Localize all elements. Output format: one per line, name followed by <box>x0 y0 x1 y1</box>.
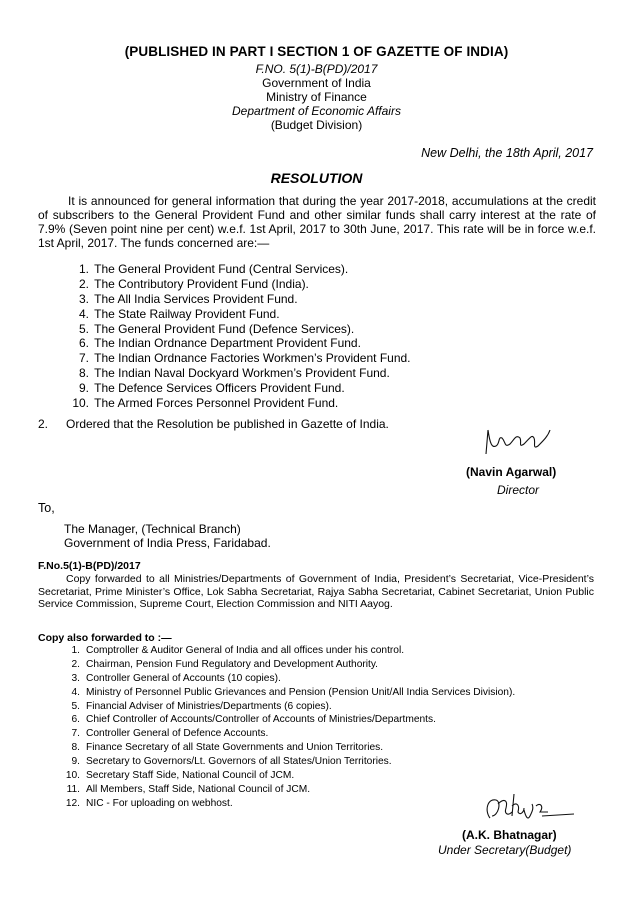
signatory-designation: Director <box>497 483 540 497</box>
list-item: 6. Chief Controller of Accounts/Controller of Accounts of Ministries/Departments. <box>71 714 436 726</box>
list-item: 9. The Defence Services Officers Provident Fund. <box>78 381 345 396</box>
list-item: 10. Secretary Staff Side, National Council of JCM. <box>65 770 295 782</box>
list-item: 4. The State Railway Provident Fund. <box>78 306 280 321</box>
department-line: Department of Economic Affairs <box>232 104 401 118</box>
list-item: 1. Comptroller & Auditor General of India and all offices under his control. <box>71 645 405 656</box>
resolution-heading: RESOLUTION <box>270 170 363 186</box>
division-line: (Budget Division) <box>270 118 363 132</box>
signature-navin-agarwal <box>478 424 558 464</box>
copy-list <box>56 644 515 811</box>
funds-list <box>58 262 411 411</box>
list-item: 9. Secretary to Governors/Lt. Governors of all States/Union Territories. <box>71 756 392 768</box>
list-item: 11. All Members, Staff Side, National Council of JCM. <box>66 783 311 795</box>
list-item: 5. Financial Adviser of Ministries/Departments (6 copies). <box>71 700 332 712</box>
list-item: 8. Finance Secretary of all State Governments and Union Territories. <box>71 742 384 754</box>
to-label: To, <box>38 501 55 515</box>
list-item: 7. Controller General of Defence Accounts. <box>71 728 269 740</box>
list-item: 1. The General Provident Fund (Central Services). <box>78 262 349 276</box>
list-item: 6. The Indian Ordnance Department Provident Fund. <box>78 336 361 351</box>
list-item: 2. Chairman, Pension Fund Regulatory and Development Authority. <box>71 658 379 670</box>
list-item: 5. The General Provident Fund (Defence Services). <box>78 321 355 336</box>
government-line: Government of India <box>262 76 371 90</box>
list-item: 10. The Armed Forces Personnel Provident Fund. <box>72 396 339 411</box>
signature-ak-bhatnagar <box>478 790 578 826</box>
addressee-line: Government of India Press, Faridabad. <box>64 536 271 550</box>
copy-file-number: F.No.5(1)-B(PD)/2017 <box>38 560 141 572</box>
signatory-designation: Under Secretary(Budget) <box>438 843 572 857</box>
addressee-line: The Manager, (Technical Branch) <box>64 522 241 536</box>
list-item: 4. Ministry of Personnel Public Grievances and Pension (Pension Unit/All India Services Division). <box>71 686 516 698</box>
ministry-line: Ministry of Finance <box>266 90 367 104</box>
list-item: 7. The Indian Ordnance Factories Workmen’s Provident Fund. <box>78 351 411 366</box>
list-item: 3. The All India Services Provident Fund. <box>78 291 298 306</box>
list-item: 12. NIC - For uploading on webhost. <box>65 797 233 809</box>
addressee <box>64 522 271 550</box>
list-item: 8. The Indian Naval Dockyard Workmen’s Provident Fund. <box>78 366 390 381</box>
intro-paragraph: It is announced for general information that during the year 2017-2018, accumulations at the credit of subscribers to the General Provident Fund and other similar funds shall carry interest at the rate of 7.9% (Seven point nine per cent) w.e.f. 1st April, 2017 to 30th June, 2017. This rate will be in force w.e.f. 1st April, 2017. The funds concerned are:— <box>38 194 596 250</box>
signatory-name: (Navin Agarwal) <box>466 465 557 479</box>
gazette-line: (PUBLISHED IN PART I SECTION 1 OF GAZETTE OF INDIA) <box>124 44 509 59</box>
order-paragraph: 2. Ordered that the Resolution be published in Gazette of India. <box>38 417 389 431</box>
signatory-name: (A.K. Bhatnagar) <box>462 828 557 842</box>
copy-also-label: Copy also forwarded to :— <box>38 632 172 644</box>
list-item: 2. The Contributory Provident Fund (India). <box>78 276 309 291</box>
list-item: 3. Controller General of Accounts (10 copies). <box>71 672 281 684</box>
copy-paragraph: Copy forwarded to all Ministries/Departments of Government of India, President’s Secretariat, Vice-President’s Secretariat, Prime Minister’s Office, Lok Sabha Secretariat, Rajya Sabha Secretariat, Cabinet Secretariat, Union Public Service Commission, Supreme Court, Election Commission and NITI Aayog. <box>38 573 594 610</box>
date-line: New Delhi, the 18th April, 2017 <box>421 146 593 160</box>
file-number: F.NO. 5(1)-B(PD)/2017 <box>255 62 378 76</box>
